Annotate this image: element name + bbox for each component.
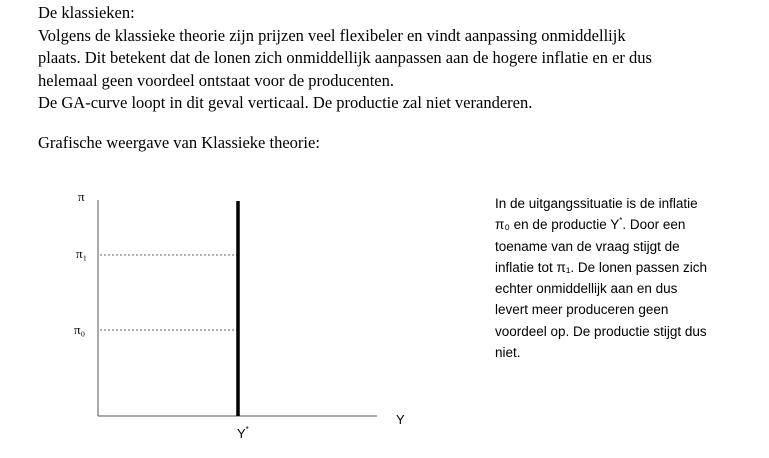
explanation-line-8: niet. [495, 345, 521, 361]
y-star-sup: * [245, 425, 249, 434]
explanation-line-4: inflatie tot π₁. De lonen passen zich [495, 259, 707, 275]
pi1-label: π₁ [76, 246, 88, 261]
y-axis-label: π [78, 189, 85, 204]
paragraph-line-2: plaats. Dit betekent dat de lonen zich onmiddellijk aanpassen aan de hogere inflatie en er dus [38, 48, 652, 67]
explanation-line-2 [495, 214, 745, 235]
paragraph-line-3: helemaal geen voordeel ontstaat voor de producenten. [38, 70, 394, 90]
y-star-label [237, 427, 249, 441]
paragraph-line-1: Volgens de klassieke theorie zijn prijzen veel flexibeler en vindt aanpassing onmiddellijk [38, 25, 626, 45]
pi0-label: π₀ [74, 322, 86, 337]
explanation-line-1: In de uitgangssituatie is de inflatie [495, 196, 698, 211]
heading: De klassieken: [38, 3, 135, 22]
explanation-line-6: levert meer produceren geen [495, 302, 669, 318]
explanation-line-2-sup: * [619, 216, 623, 226]
explanation-line-7: voordeel op. De productie stijgt dus [495, 323, 707, 339]
explanation-text [495, 193, 745, 363]
explanation-line-2a: π₀ en de productie Y [495, 217, 620, 233]
y-star-base: Y [237, 426, 246, 441]
explanation-line-3: toename van de vraag stijgt de [495, 238, 680, 254]
graph-subheading: Grafische weergave van Klassieke theorie: [38, 133, 320, 152]
paragraph-line-4: De GA-curve loopt in dit geval verticaal. De productie zal niet veranderen. [38, 93, 533, 112]
explanation-line-5: echter onmiddellijk aan en dus [495, 281, 678, 297]
explanation-line-2b: . Door een [622, 217, 686, 233]
x-axis-label: Y [396, 412, 405, 427]
